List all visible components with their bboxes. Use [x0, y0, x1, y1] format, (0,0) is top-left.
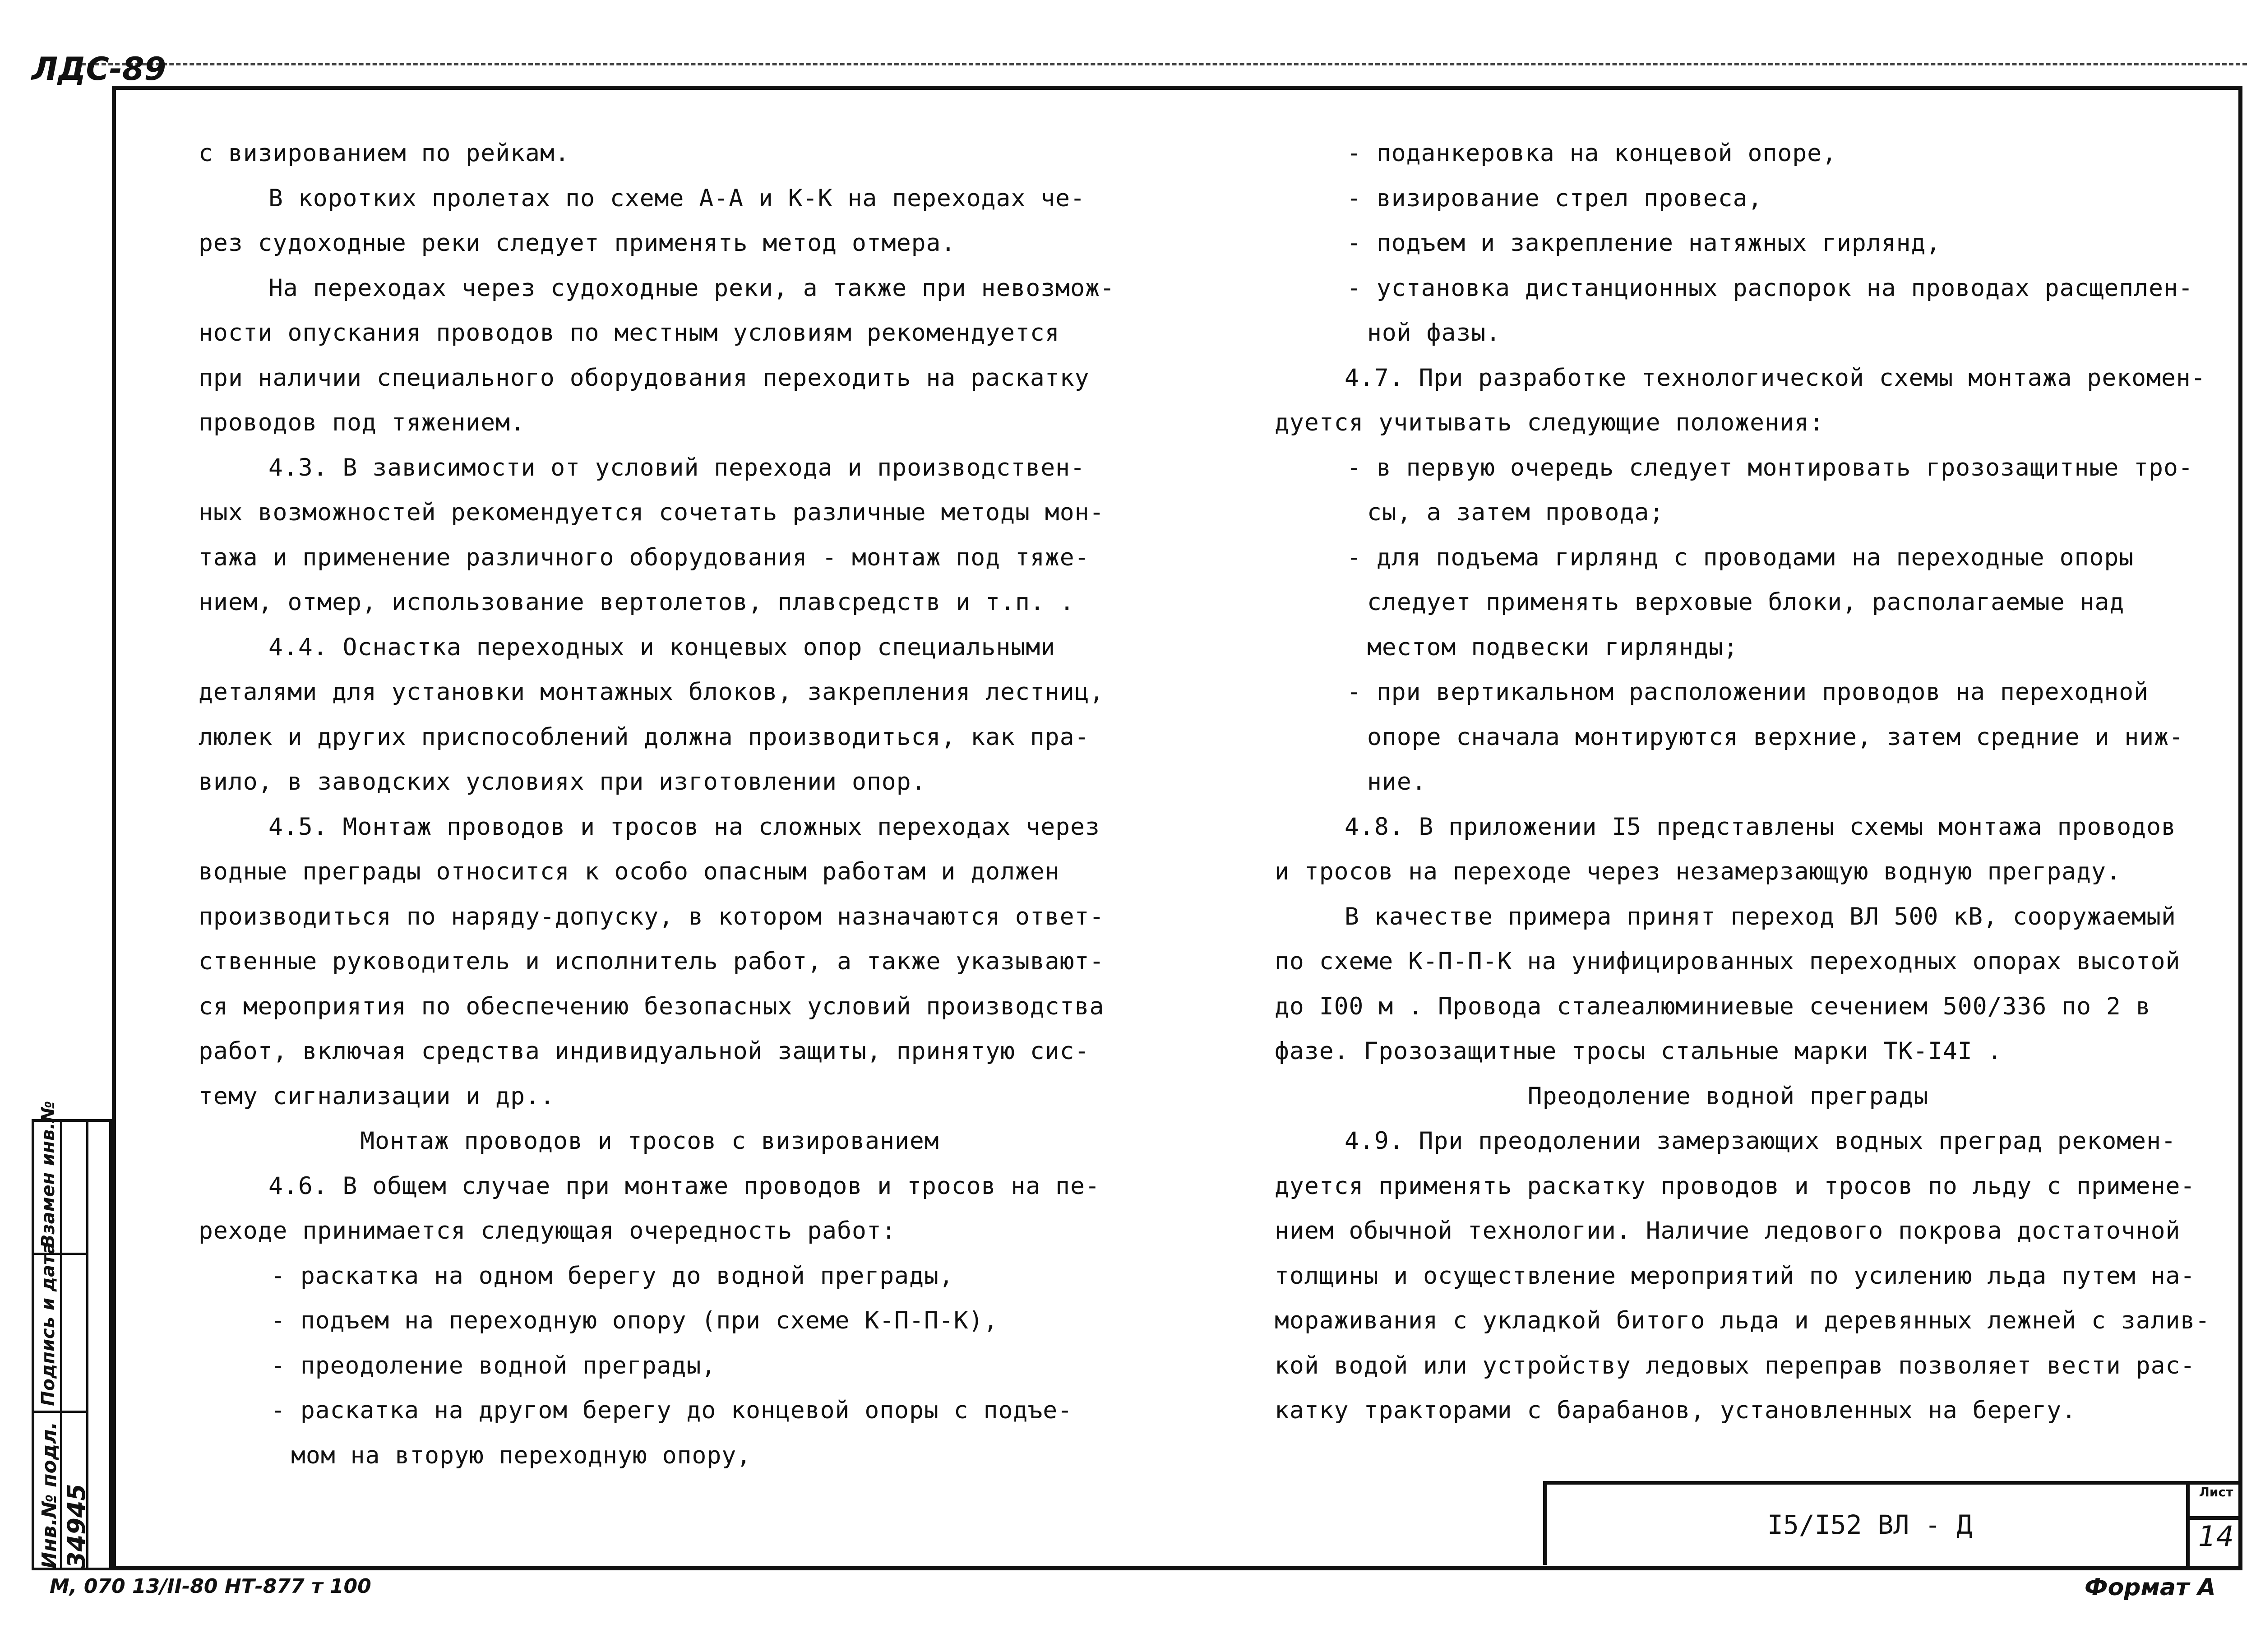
list-item: - преодоление водной преграды,	[271, 1351, 717, 1379]
text-line: тажа и применение различного оборудования - монтаж под тяже-	[199, 543, 1090, 571]
text-line: и тросов на переходе через незамерзающую водную преграду.	[1275, 858, 2121, 885]
sheet-number-box	[2186, 1481, 2242, 1570]
left-text-column	[199, 131, 1115, 1478]
text-line: толщины и осуществление мероприятий по усилению льда путем на-	[1275, 1262, 2196, 1290]
inv-label: Инв.№ подл.	[38, 1421, 61, 1569]
section-4-8-start: 4.8. В приложении I5 представлены схемы монтажа проводов	[1345, 813, 2176, 841]
side-stamp	[32, 1101, 112, 1570]
list-item: - в первую очередь следует монтировать грозозащитные тро-	[1347, 453, 2193, 481]
document-designation: I5/I52 ВЛ - Д	[1767, 1509, 1972, 1540]
text-line: мораживания с укладкой битого льда и деревянных лежней с залив-	[1275, 1307, 2210, 1334]
text-line: ственные руководитель и исполнитель работ, а также указывают-	[199, 948, 1105, 975]
text-line: работ, включая средства индивидуальной защиты, принятую сис-	[199, 1037, 1090, 1065]
section-4-6-start: 4.6. В общем случае при монтаже проводов и тросов на пе-	[268, 1172, 1100, 1200]
list-item: - установка дистанционных распорок на проводах расщеплен-	[1347, 274, 2193, 302]
side-stamp-divider	[34, 1411, 88, 1413]
text-line: водные преграды относится к особо опасным работам и должен	[199, 858, 1060, 885]
list-item: - раскатка на одном берегу до водной преграды,	[271, 1262, 954, 1290]
replace-inv-label: Взамен инв.№	[38, 1101, 59, 1248]
text-line: дуется учитывать следующие положения:	[1275, 409, 1824, 436]
order-note: М, 070 13/II-80 НТ-877 т 100	[50, 1575, 371, 1598]
list-item: - поданкеровка на концевой опоре,	[1347, 139, 1837, 167]
sheet-label: Лист	[2190, 1485, 2242, 1520]
list-item: - для подъема гирлянд с проводами на переходные опоры	[1347, 543, 2134, 571]
text-line: по схеме К-П-П-К на унифицированных переходных опорах высотой	[1275, 948, 2181, 975]
list-item: - визирование стрел провеса,	[1347, 184, 1763, 212]
list-item: - подъем и закрепление натяжных гирлянд,	[1347, 229, 1941, 257]
top-dashed-rule	[81, 63, 2247, 65]
section-4-3-start: 4.3. В зависимости от условий перехода и производствен-	[268, 453, 1085, 481]
inv-number: 34945	[62, 1484, 91, 1569]
list-item-continuation: местом подвески гирлянды;	[1367, 633, 1738, 661]
text-line: В качестве примера принят переход ВЛ 500 кВ, сооружаемый	[1345, 902, 2176, 930]
list-item-continuation: ной фазы.	[1367, 319, 1501, 347]
text-line: дуется применять раскатку проводов и тросов по льду с примене-	[1275, 1172, 2196, 1200]
text-line: деталями для установки монтажных блоков, закрепления лестниц,	[199, 678, 1105, 706]
section-4-9-start: 4.9. При преодолении замерзающих водных преград рекомен-	[1345, 1127, 2176, 1155]
section-4-4-start: 4.4. Оснастка переходных и концевых опор специальными	[268, 633, 1056, 661]
text-line: с визированием по рейкам.	[199, 139, 570, 167]
list-item: - подъем на переходную опору (при схеме К-П-П-К),	[271, 1307, 999, 1334]
text-line: тему сигнализации и др..	[199, 1082, 555, 1110]
text-line: нием, отмер, использование вертолетов, плавсредств и т.п. .	[199, 588, 1075, 616]
sign-date-label: Подпись и дата	[38, 1242, 59, 1406]
text-line: при наличии специального оборудования переходить на раскатку	[199, 364, 1090, 392]
section-heading: Преодоление водной преграды	[1527, 1082, 1929, 1110]
text-line: На переходах через судоходные реки, а также при невозмож-	[268, 274, 1115, 302]
list-item: - при вертикальном расположении проводов на переходной	[1347, 678, 2149, 706]
text-line: реходе принимается следующая очередность работ:	[199, 1217, 897, 1245]
title-block	[1543, 1481, 2193, 1565]
list-item-continuation: опоре сначала монтируются верхние, затем средние и ниж-	[1367, 723, 2184, 751]
section-heading: Монтаж проводов и тросов с визированием	[360, 1127, 939, 1155]
text-line: до I00 м . Провода сталеалюминиевые сечением 500/336 по 2 в	[1275, 992, 2151, 1020]
list-item-continuation: ние.	[1367, 768, 1427, 796]
list-item: - раскатка на другом берегу до концевой опоры с подъе-	[271, 1397, 1073, 1424]
text-line: ся мероприятия по обеспечению безопасных условий производства	[199, 992, 1105, 1020]
text-line: вило, в заводских условиях при изготовлении опор.	[199, 768, 926, 796]
text-line: люлек и других приспособлений должна производиться, как пра-	[199, 723, 1090, 751]
text-line: нием обычной технологии. Наличие ледового покрова достаточной	[1275, 1217, 2181, 1245]
right-text-column	[1275, 131, 2210, 1433]
text-line: проводов под тяжением.	[199, 409, 525, 436]
text-line: В коротких пролетах по схеме А-А и К-К на переходах че-	[268, 184, 1085, 212]
text-line: катку тракторами с барабанов, установленных на берегу.	[1275, 1397, 2077, 1424]
list-item-continuation: мом на вторую переходную опору,	[291, 1441, 752, 1469]
format-note: Формат А	[2085, 1574, 2216, 1601]
document-code: ЛДС-89	[32, 51, 166, 88]
text-line: производиться по наряду-допуску, в котором назначаются ответ-	[199, 902, 1105, 930]
text-line: ных возможностей рекомендуется сочетать различные методы мон-	[199, 499, 1105, 526]
list-item-continuation: сы, а затем провода;	[1367, 499, 1664, 526]
section-4-7-start: 4.7. При разработке технологической схемы монтажа рекомен-	[1345, 364, 2206, 392]
text-line: фазе. Грозозащитные тросы стальные марки ТК-I4I .	[1275, 1037, 2002, 1065]
text-line: кой водой или устройству ледовых переправ позволяет вести рас-	[1275, 1351, 2196, 1379]
sheet-number: 14	[2198, 1520, 2234, 1553]
text-line: ности опускания проводов по местным условиям рекомендуется	[199, 319, 1060, 347]
text-line: рез судоходные реки следует применять метод отмера.	[199, 229, 956, 257]
section-4-5-start: 4.5. Монтаж проводов и тросов на сложных переходах через	[268, 813, 1100, 841]
list-item-continuation: следует применять верховые блоки, располагаемые над	[1367, 588, 2125, 616]
